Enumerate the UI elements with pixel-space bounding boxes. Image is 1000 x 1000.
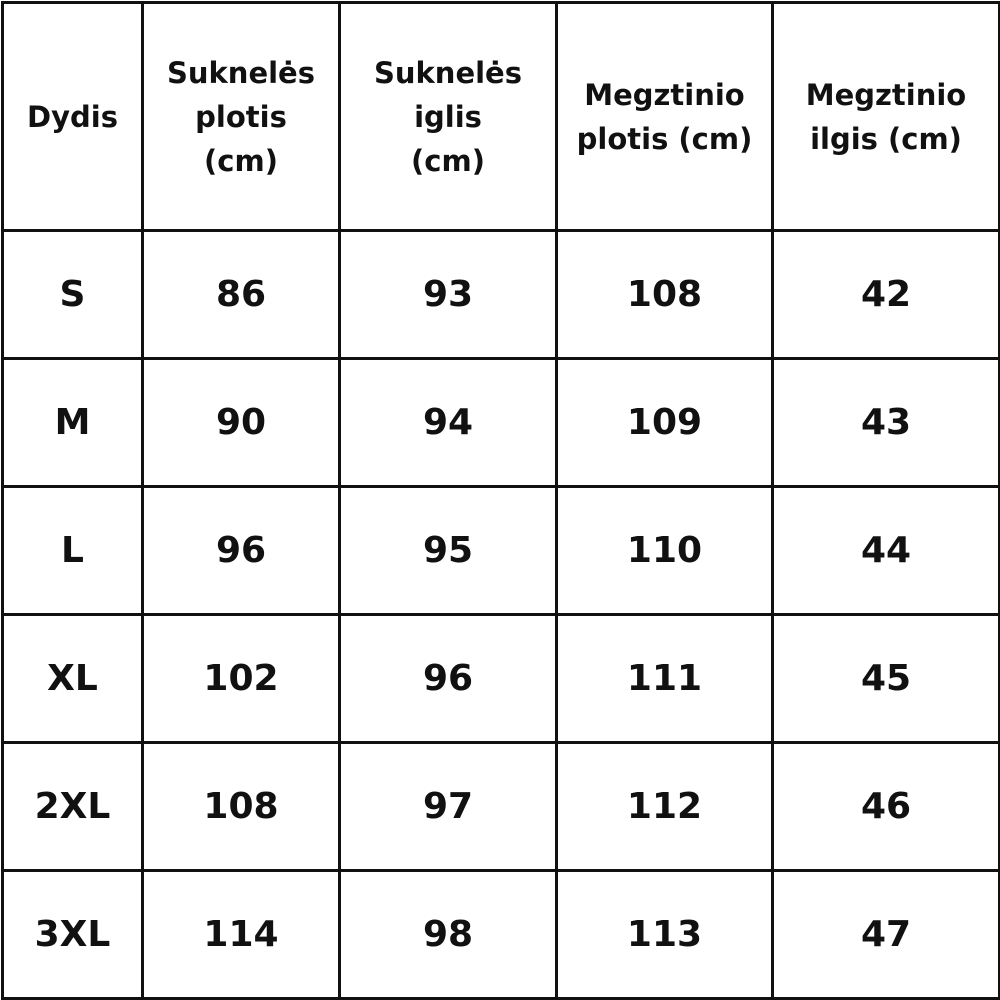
cell-sweater-width: 110 <box>557 487 773 615</box>
cell-dress-length: 96 <box>340 615 557 743</box>
cell-dress-width: 86 <box>143 231 340 359</box>
cell-sweater-length: 43 <box>773 359 1000 487</box>
cell-sweater-width: 112 <box>557 743 773 871</box>
cell-dress-width: 114 <box>143 871 340 999</box>
table-header-row <box>3 3 1000 231</box>
cell-dress-length: 94 <box>340 359 557 487</box>
cell-sweater-length: 45 <box>773 615 1000 743</box>
cell-size: L <box>3 487 143 615</box>
cell-sweater-width: 113 <box>557 871 773 999</box>
cell-sweater-length: 42 <box>773 231 1000 359</box>
cell-dress-length: 98 <box>340 871 557 999</box>
table-row <box>3 871 1000 999</box>
cell-size: 2XL <box>3 743 143 871</box>
table-row <box>3 487 1000 615</box>
cell-dress-width: 102 <box>143 615 340 743</box>
table-row <box>3 615 1000 743</box>
header-dress-length: Suknelės iglis (cm) <box>340 3 557 231</box>
cell-sweater-width: 108 <box>557 231 773 359</box>
cell-size: XL <box>3 615 143 743</box>
cell-sweater-width: 109 <box>557 359 773 487</box>
size-chart-table <box>1 1 1000 1000</box>
header-size: Dydis <box>3 3 143 231</box>
cell-dress-width: 96 <box>143 487 340 615</box>
table-row <box>3 359 1000 487</box>
cell-size: S <box>3 231 143 359</box>
cell-sweater-length: 47 <box>773 871 1000 999</box>
header-dress-width: Suknelės plotis (cm) <box>143 3 340 231</box>
cell-dress-width: 108 <box>143 743 340 871</box>
table-row <box>3 743 1000 871</box>
cell-sweater-length: 44 <box>773 487 1000 615</box>
cell-dress-length: 97 <box>340 743 557 871</box>
cell-dress-width: 90 <box>143 359 340 487</box>
table-row <box>3 231 1000 359</box>
cell-size: M <box>3 359 143 487</box>
header-sweater-length: Megztinio ilgis (cm) <box>773 3 1000 231</box>
cell-sweater-width: 111 <box>557 615 773 743</box>
cell-dress-length: 93 <box>340 231 557 359</box>
header-sweater-width: Megztinio plotis (cm) <box>557 3 773 231</box>
cell-size: 3XL <box>3 871 143 999</box>
cell-dress-length: 95 <box>340 487 557 615</box>
cell-sweater-length: 46 <box>773 743 1000 871</box>
